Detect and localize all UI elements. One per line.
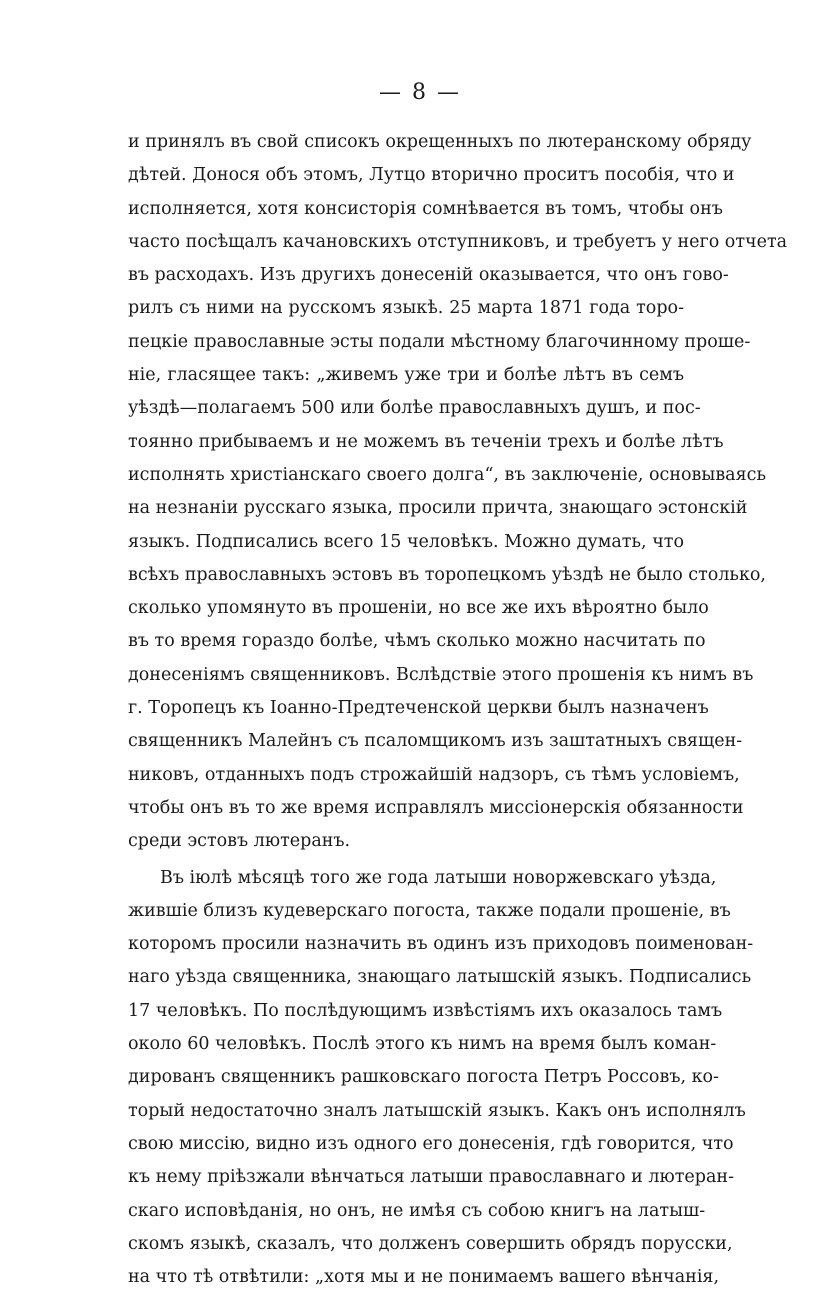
text-line: никовъ, отданныхъ подъ строжайшій надзоръ, съ тѣмъ условіемъ, <box>128 764 740 785</box>
text-line: тоянно прибываемъ и не можемъ въ теченіи трехъ и болѣе лѣтъ <box>128 431 724 452</box>
paragraph <box>128 126 788 859</box>
text-line: донесеніямъ священниковъ. Вслѣдствіе этого прошенія къ нимъ въ <box>128 664 754 685</box>
text-line: языкъ. Подписались всего 15 человѣкъ. Можно думать, что <box>128 531 684 552</box>
text-line: рилъ съ ними на русскомъ языкѣ. 25 марта 1871 года торо- <box>128 298 684 319</box>
text-line: г. Торопецъ къ Іоанно-Предтеченской церкви былъ назначенъ <box>128 698 709 719</box>
text-line: торый недостаточно зналъ латышскій языкъ. Какъ онъ исполнялъ <box>128 1100 746 1121</box>
text-line: свою миссію, видно изъ одного его донесенія, гдѣ говорится, что <box>128 1133 734 1154</box>
text-line: которомъ просили назначить въ одинъ изъ приходовъ поименован- <box>128 934 754 955</box>
text-line: ніе, гласящее такъ: „живемъ уже три и болѣе лѣтъ въ семъ <box>128 365 684 386</box>
text-line: дѣтей. Донося объ этомъ, Лутцо вторично проситъ пособія, что и <box>128 165 735 186</box>
text-line: дированъ священникъ рашковскаго погоста Петръ Россовъ, ко- <box>128 1067 719 1088</box>
text-line: жившіе близъ кудеверскаго погоста, также подали прошеніе, въ <box>128 900 731 921</box>
text-line: сколько упомянуто въ прошеніи, но все же ихъ вѣроятно было <box>128 598 709 619</box>
body-text <box>128 126 788 1294</box>
page-number: — 8 — <box>379 80 461 105</box>
text-line: уѣздѣ—полагаемъ 500 или болѣе православныхъ душъ, и пос- <box>128 398 701 419</box>
text-line: всѣхъ православныхъ эстовъ въ торопецкомъ уѣздѣ не было столько, <box>128 564 766 585</box>
text-line: чтобы онъ въ то же время исправлялъ миссіонерскія обязанности <box>128 797 744 818</box>
text-line: къ нему пріѣзжали вѣнчаться латыши православнаго и лютеран- <box>128 1167 734 1188</box>
text-line: исполняется, хотя консисторія сомнѣвается въ томъ, чтобы онъ <box>128 198 723 219</box>
text-line: въ расходахъ. Изъ другихъ донесеній оказывается, что онъ гово- <box>128 265 729 286</box>
text-line: и принялъ въ свой списокъ окрещенныхъ по лютеранскому обряду <box>128 132 752 152</box>
text-line: среди эстовъ лютеранъ. <box>128 831 351 852</box>
text-line: около 60 человѣкъ. Послѣ этого къ нимъ на время былъ коман- <box>128 1034 717 1055</box>
paragraph <box>128 862 754 1294</box>
text-line: священникъ Малейнъ съ псаломщикомъ изъ заштатныхъ священ- <box>128 731 743 752</box>
text-line: на что тѣ отвѣтили: „хотя мы и не понимаемъ вашего вѣнчанія, <box>128 1267 720 1288</box>
text-line: скаго исповѣданія, но онъ, не имѣя съ собою книгъ на латыш- <box>128 1200 706 1221</box>
text-line: пецкіе православные эсты подали мѣстному благочинному проше- <box>128 331 751 352</box>
text-line: исполнять христіанскаго своего долга“, въ заключеніе, основываясь <box>128 464 766 485</box>
text-line: въ то время гораздо болѣе, чѣмъ сколько можно насчитать по <box>128 631 706 652</box>
text-line: на незнаніи русскаго языка, просили причта, знающаго эстонскій <box>128 498 748 519</box>
text-line: 17 человѣкъ. По послѣдующимъ извѣстіямъ ихъ оказалось тамъ <box>128 1000 723 1021</box>
text-line: наго уѣзда священника, знающаго латышскій языкъ. Подписались <box>128 967 752 988</box>
text-line: часто посѣщалъ качановскихъ отступниковъ, и требуетъ у него отчета <box>128 231 788 252</box>
text-line: скомъ языкѣ, сказалъ, что долженъ совершить обрядъ порусски, <box>128 1233 733 1254</box>
text-line: Въ іюлѣ мѣсяцѣ того же года латыши новоржевскаго уѣзда, <box>160 867 717 888</box>
